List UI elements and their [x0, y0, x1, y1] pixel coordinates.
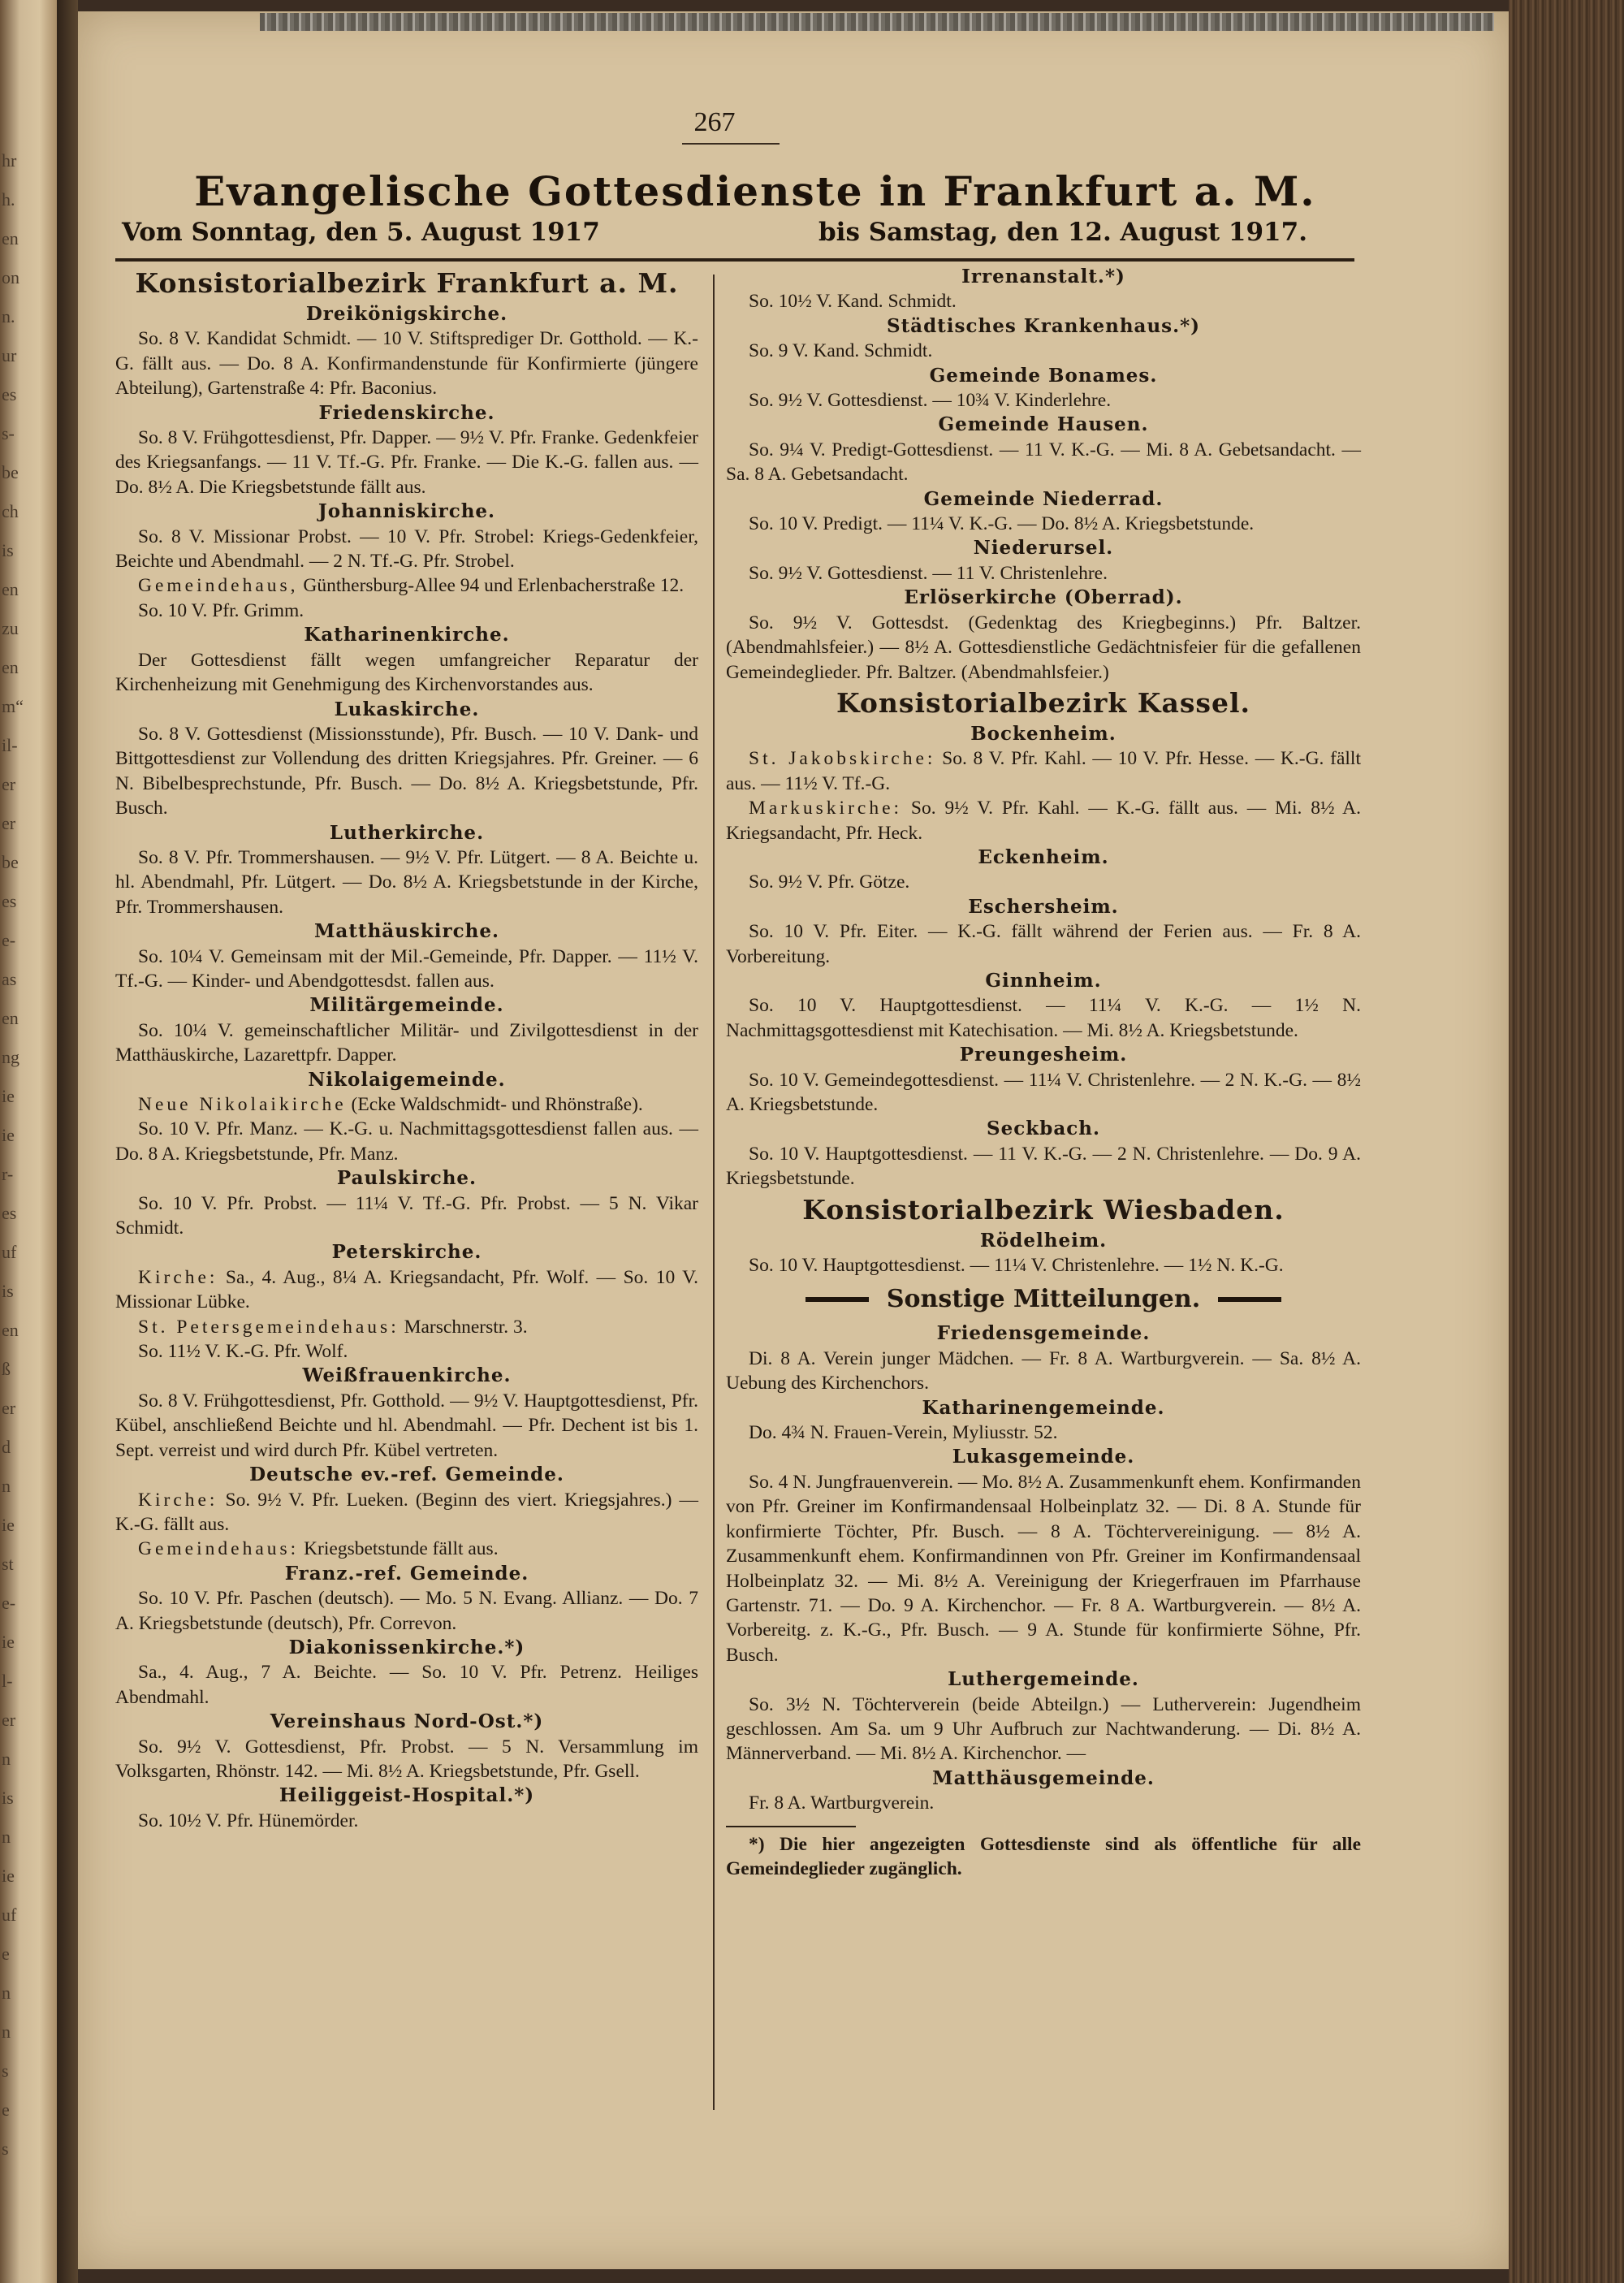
- page-title: Evangelische Gottesdienste in Frankfurt a. M.: [194, 167, 1316, 215]
- congregation-heading: Peterskirche.: [331, 1241, 482, 1264]
- service-entry: So. 8 V. Kandidat Schmidt. — 10 V. Stiftsprediger Dr. Gotthold. — K.-G. fällt aus. — Do. 8 A. Konfirmandenstunde für Konfirmierte (jüngere Abteilung), Gartenstraße 4: Pfr. Baconius.: [115, 328, 698, 400]
- congregation-heading: Gemeinde Niederrad.: [923, 487, 1164, 510]
- binding-edge-fragment: en: [2, 1008, 19, 1028]
- binding-edge-fragment: en: [2, 579, 19, 599]
- binding-edge-fragment: es: [2, 1203, 17, 1223]
- congregation-heading: Matthäuskirche.: [313, 920, 500, 943]
- book-fore-edge: [1509, 0, 1624, 2283]
- congregation-heading: Franz.-ref. Gemeinde.: [284, 1562, 529, 1585]
- congregation-heading: Heiliggeist-Hospital.*): [279, 1784, 535, 1807]
- service-entry: So. 9½ V. Gottesdienst. — 10¾ V. Kinderlehre.: [749, 390, 1112, 412]
- service-entry: [115, 1265, 698, 1315]
- congregation-heading: Militärgemeinde.: [309, 994, 504, 1017]
- service-entry: So. 11½ V. K.-G. Pfr. Wolf.: [138, 1341, 348, 1363]
- binding-edge-fragment: d: [2, 1437, 11, 1457]
- page-number: 267: [693, 107, 736, 137]
- binding-edge-fragment: uf: [2, 1905, 17, 1925]
- congregation-heading: Nikolaigemeinde.: [308, 1068, 506, 1091]
- congregation-heading: Städtisches Krankenhaus.*): [886, 314, 1201, 337]
- entry-text: So. 9½ V. Pfr. Lueken. (Beginn des viert. Kriegsjahres.) — K.-G. fällt aus.: [115, 1489, 698, 1535]
- section-heading-text: Sonstige Mitteilungen.: [886, 1285, 1201, 1314]
- binding-edge-fragment: uf: [2, 1242, 17, 1262]
- venue-label: Gemeindehaus,: [138, 575, 299, 597]
- service-entry: So. 10¼ V. gemeinschaftlicher Militär- und Zivilgottesdienst in der Matthäuskirche, Lazarettpfr. Dapper.: [115, 1019, 698, 1066]
- entry-text: Günthersburg-Allee 94 und Erlenbacherstraße 12.: [298, 575, 685, 597]
- binding-edge-fragment: is: [2, 1281, 14, 1301]
- binding-edge-fragment: is: [2, 1788, 14, 1808]
- venue-label: Gemeindehaus:: [138, 1538, 300, 1560]
- district-heading: Konsistorialbezirk Frankfurt a. M.: [135, 267, 679, 299]
- binding-edge-fragment: es: [2, 891, 17, 911]
- congregation-heading: Deutsche ev.-ref. Gemeinde.: [249, 1464, 564, 1486]
- column-divider: [713, 275, 715, 2110]
- congregation-heading: Lukaskirche.: [334, 698, 480, 720]
- binding-edge-fragment: s: [2, 2138, 9, 2159]
- binding-edge-fragment: ß: [2, 1359, 11, 1379]
- service-entry: So. 10 V. Pfr. Probst. — 11¼ V. Tf.-G. Pfr. Probst. — 5 N. Vikar Schmidt.: [115, 1192, 698, 1239]
- entry-text: Sa., 4. Aug., 8¼ A. Kriegsandacht, Pfr. Wolf. — So. 10 V. Missionar Lübke.: [115, 1266, 698, 1313]
- congregation-heading: Preungesheim.: [959, 1044, 1128, 1066]
- binding-edge-fragment: l-: [2, 1671, 13, 1691]
- district-heading: Konsistorialbezirk Kassel.: [836, 686, 1251, 719]
- service-entry: Der Gottesdienst fällt wegen umfangreicher Reparatur der Kirchenheizung mit Genehmigung des Kirchenvorstandes aus.: [115, 649, 698, 696]
- service-entry: Di. 8 A. Verein junger Mädchen. — Fr. 8 A. Wartburgverein. — Sa. 8½ A. Uebung des Kirchenchors.: [726, 1347, 1361, 1394]
- congregation-heading: Bockenheim.: [970, 722, 1116, 745]
- date-range-end: bis Samstag, den 12. August 1917.: [818, 218, 1307, 247]
- heading-bar: [806, 1297, 869, 1302]
- entry-text: (Ecke Waldschmidt- und Rhönstraße).: [346, 1094, 643, 1115]
- binding-edge-fragment: ng: [2, 1047, 19, 1067]
- congregation-heading: Eckenheim.: [978, 845, 1109, 868]
- service-entry: [115, 1315, 698, 1339]
- congregation-heading: Weißfrauenkirche.: [302, 1364, 512, 1387]
- binding-edge-fragment: er: [2, 774, 16, 794]
- book-binding-left: [0, 0, 57, 2283]
- service-entry: So. 10 V. Pfr. Manz. — K.-G. u. Nachmittagsgottesdienst fallen aus. — Do. 8 A. Kriegsbetstunde, Pfr. Manz.: [115, 1118, 698, 1165]
- service-entry: Sa., 4. Aug., 7 A. Beichte. — So. 10 V. Pfr. Petrenz. Heiliges Abendmahl.: [115, 1662, 698, 1708]
- venue-label: St. Jakobskirche:: [749, 748, 936, 770]
- binding-edge-fragment: er: [2, 1398, 16, 1418]
- district-heading: Konsistorialbezirk Wiesbaden.: [802, 1193, 1285, 1226]
- congregation-heading: Ginnheim.: [985, 969, 1102, 992]
- binding-edge-fragment: e-: [2, 1593, 16, 1613]
- congregation-heading: Niederursel.: [973, 537, 1114, 560]
- service-entry: [115, 1092, 698, 1117]
- entry-text: Kriegsbetstunde fällt aus.: [299, 1538, 499, 1560]
- binding-edge-fragment: zu: [2, 618, 19, 638]
- venue-label: Kirche:: [138, 1266, 218, 1288]
- binding-edge-fragment: en: [2, 228, 19, 249]
- congregation-heading: Katharinenkirche.: [304, 624, 510, 646]
- binding-edge-fragment: be: [2, 852, 19, 872]
- binding-edge-fragment: s-: [2, 423, 15, 443]
- heading-bar: [1218, 1297, 1281, 1302]
- venue-label: Markuskirche:: [749, 798, 903, 819]
- service-entry: [726, 746, 1361, 796]
- binding-edge-fragment: es: [2, 384, 17, 404]
- binding-edge-fragment: n: [2, 1476, 11, 1496]
- service-entry: So. 10 V. Gemeindegottesdienst. — 11¼ V. Christenlehre. — 2 N. K.-G. — 8½ A. Kriegsbetstunde.: [726, 1069, 1361, 1115]
- entry-text: So. 8 V. Pfr. Kahl. — 10 V. Pfr. Hesse. — K.-G. fällt aus. — 11½ V. Tf.-G.: [726, 748, 1361, 794]
- binding-edge-fragment: ie: [2, 1086, 15, 1106]
- service-entry: So. 9½ V. Gottesdienst. — 11 V. Christenlehre.: [749, 562, 1108, 584]
- service-entry: So. 8 V. Missionar Probst. — 10 V. Pfr. Strobel: Kriegs-Gedenkfeier, Beichte und Abendmahl. — 2 N. Tf.-G. Pfr. Strobel.: [115, 525, 698, 573]
- service-entry: So. 9¼ V. Predigt-Gottesdienst. — 11 V. K.-G. — Mi. 8 A. Gebetsandacht. — Sa. 8 A. Gebetsandacht.: [726, 439, 1361, 486]
- binding-edge-fragment: ch: [2, 501, 19, 521]
- service-entry: So. 8 V. Pfr. Trommershausen. — 9½ V. Pfr. Lütgert. — 8 A. Beichte u. hl. Abendmahl, Pfr. Lütgert. — Do. 8½ A. Kriegsbetstunde in der Kirche, Pfr. Trommershausen.: [115, 846, 698, 918]
- right-column: [726, 265, 1361, 1881]
- binding-edge-fragment: r-: [2, 1164, 14, 1184]
- venue-label: St. Petersgemeindehaus:: [138, 1316, 400, 1338]
- header-rule: [115, 258, 1354, 262]
- congregation-heading: Luthergemeinde.: [948, 1668, 1139, 1691]
- congregation-heading: Johanniskirche.: [317, 500, 496, 523]
- binding-edge-fragment: n: [2, 1982, 11, 2003]
- service-entry: So. 10¼ V. Gemeinsam mit der Mil.-Gemeinde, Pfr. Dapper. — 11½ V. Tf.-G. — Kinder- und Abendgottesdst. fallen aus.: [115, 945, 698, 992]
- congregation-heading: Eschersheim.: [968, 895, 1119, 918]
- service-entry: So. 10½ V. Kand. Schmidt.: [749, 291, 957, 313]
- congregation-heading: Vereinshaus Nord-Ost.*): [270, 1710, 544, 1733]
- binding-edge-fragment: n: [2, 2021, 11, 2042]
- book-gutter: [57, 0, 78, 2283]
- congregation-heading: Gemeinde Bonames.: [929, 364, 1158, 387]
- service-entry: So. 9 V. Kand. Schmidt.: [749, 340, 933, 362]
- service-entry: So. 10 V. Pfr. Grimm.: [138, 599, 304, 621]
- congregation-heading: Diakonissenkirche.*): [288, 1636, 525, 1658]
- binding-edge-fragment: ur: [2, 345, 17, 365]
- congregation-heading: Lukasgemeinde.: [952, 1446, 1135, 1468]
- service-entry: [115, 573, 698, 598]
- page-number-rule: [682, 143, 780, 145]
- binding-edge-fragment: on: [2, 267, 19, 288]
- binding-edge-fragment: h.: [2, 189, 15, 210]
- binding-edge-fragment: st: [2, 1554, 14, 1574]
- service-entry: So. 8 V. Gottesdienst (Missionsstunde), Pfr. Busch. — 10 V. Dank- und Bittgottesdienst zur Vollendung des dritten Kriegsjahres. Pfr. Greiner. — 6 N. Bibelbesprechstunde, Pfr. Busch. — Do. 8½ A. Kriegsbetstunde, Pfr. Busch.: [115, 723, 698, 819]
- binding-edge-fragment: as: [2, 969, 17, 989]
- binding-edge-fragment: en: [2, 657, 19, 677]
- binding-edge-fragment: n: [2, 1827, 11, 1847]
- binding-edge-fragment: is: [2, 540, 14, 560]
- service-entry: So. 4 N. Jungfrauenverein. — Mo. 8½ A. Zusammenkunft ehem. Konfirmanden von Pfr. Greiner im Konfirmandensaal Holbeinplatz 32. — Di. 8 A. Stunde für konfirmierte Töchter, Pfr. Busch. — 8 A. Töchtervereinigung. — 8½ A. Zusammenkunft ehem. Konfirmandinnen von Pfr. Greiner im Konfirmandensaal Holbeinplatz 32. — Mi. 8½ A. Vereinigung der Kriegerfrauen im Pfarrhause Gartenstr. 71. — Do. 9 A. Kirchenchor. — Fr. 8 A. Wartburgverein. — 8½ A. Vorbereitg. z. K.-G., Pfr. Busch. — 9 A. Stunde für konfirmierte Söhne, Pfr. Busch.: [726, 1471, 1361, 1666]
- congregation-heading: Lutherkirche.: [329, 821, 485, 844]
- binding-edge-fragment: n.: [2, 306, 15, 326]
- congregation-heading: Paulskirche.: [336, 1167, 477, 1190]
- service-entry: So. 8 V. Frühgottesdienst, Pfr. Gotthold. — 9½ V. Hauptgottesdienst, Pfr. Kübel, anschließend Beichte und hl. Abendmahl. — Pfr. Dechent ist bis 1. Sept. verreist und wird durch Pfr. Kübel vertreten.: [115, 1390, 698, 1461]
- binding-edge-fragment: il-: [2, 735, 18, 755]
- service-entry: So. 10 V. Pfr. Eiter. — K.-G. fällt während der Ferien aus. — Fr. 8 A. Vorbereitung.: [726, 921, 1361, 967]
- binding-edge-fragment: ie: [2, 1515, 15, 1535]
- binding-edge-fragment: m“: [2, 696, 24, 716]
- binding-edge-fragment: ie: [2, 1632, 15, 1652]
- venue-label: Neue Nikolaikirche: [138, 1094, 347, 1115]
- page-top-strip: [260, 13, 1494, 31]
- service-entry: So. 9½ V. Gottesdst. (Gedenktag des Kriegbeginns.) Pfr. Baltzer. (Abendmahlsfeier.) — 8½ A. Gottesdienstliche Gedächtnisfeier für die gefallenen Gemeindeglieder. Pfr. Baltzer. (Abendmahlsfeier.): [726, 612, 1361, 683]
- footnote: *) Die hier angezeigten Gottesdienste sind als öffentliche für alle Gemeindeglieder zugänglich.: [726, 1833, 1361, 1879]
- service-entry: [115, 1488, 698, 1537]
- binding-edge-fragment: en: [2, 1320, 19, 1340]
- service-entry: Do. 4¾ N. Frauen-Verein, Myliusstr. 52.: [749, 1422, 1058, 1444]
- service-entry: So. 3½ N. Töchterverein (beide Abteilgn.) — Lutherverein: Jugendheim geschlossen. Am Sa. um 9 Uhr Aufbruch zur Nachtwanderung. — Di. 8½ A. Männerverband. — Mi. 8½ A. Kirchenchor. —: [726, 1693, 1361, 1765]
- congregation-heading: Irrenanstalt.*): [961, 266, 1125, 288]
- binding-edge-fragment: er: [2, 1710, 16, 1730]
- congregation-heading: Erlöserkirche (Oberrad).: [904, 586, 1183, 609]
- congregation-heading: Rödelheim.: [979, 1229, 1108, 1252]
- service-entry: So. 10 V. Predigt. — 11¼ V. K.-G. — Do. 8½ A. Kriegsbetstunde.: [749, 513, 1255, 535]
- congregation-heading: Friedensgemeinde.: [936, 1322, 1151, 1345]
- entry-text: Marschnerstr. 3.: [399, 1316, 528, 1338]
- entry-text: So. 9½ V. Pfr. Kahl. — K.-G. fällt aus. — Mi. 8½ A. Kriegsandacht, Pfr. Heck.: [726, 798, 1361, 844]
- service-entry: [115, 1537, 698, 1561]
- binding-edge-fragment: er: [2, 813, 16, 833]
- service-entry: Fr. 8 A. Wartburgverein.: [749, 1792, 935, 1814]
- service-entry: So. 8 V. Frühgottesdienst, Pfr. Dapper. — 9½ V. Pfr. Franke. Gedenkfeier des Kriegsanfangs. — 11 V. Tf.-G. Pfr. Franke. — Die K.-G. fallen aus. — Do. 8½ A. Die Kriegsbetstunde fällt aus.: [115, 427, 698, 498]
- binding-edge-fragment: ie: [2, 1125, 15, 1145]
- congregation-heading: Dreikönigskirche.: [305, 303, 508, 325]
- binding-edge-fragment: hr: [2, 150, 17, 171]
- date-range-start: Vom Sonntag, den 5. August 1917: [122, 218, 600, 247]
- left-column: [115, 265, 698, 1833]
- binding-edge-fragment: e: [2, 1944, 10, 1964]
- footnote-rule: [726, 1826, 856, 1827]
- congregation-heading: Seckbach.: [987, 1118, 1100, 1140]
- binding-edge-fragment: be: [2, 462, 19, 482]
- binding-edge-fragment: e-: [2, 930, 16, 950]
- congregation-heading: Katharinengemeinde.: [922, 1396, 1165, 1419]
- service-entry: So. 10 V. Pfr. Paschen (deutsch). — Mo. 5 N. Evang. Allianz. — Do. 7 A. Kriegsbetstunde (deutsch), Pfr. Correvon.: [115, 1588, 698, 1634]
- service-entry: So. 10 V. Hauptgottesdienst. — 11¼ V. K.-G. — 1½ N. Nachmittagsgottesdienst mit Katechisation. — Mi. 8½ A. Kriegsbetstunde.: [726, 995, 1361, 1041]
- service-entry: So. 10½ V. Pfr. Hünemörder.: [138, 1810, 359, 1831]
- service-entry: So. 9½ V. Pfr. Götze.: [749, 871, 910, 893]
- service-entry: So. 10 V. Hauptgottesdienst. — 11¼ V. Christenlehre. — 1½ N. K.-G.: [749, 1255, 1284, 1277]
- service-entry: So. 9½ V. Gottesdienst, Pfr. Probst. — 5 N. Versammlung im Volksgarten, Rhönstr. 142. — Mi. 8½ A. Kriegsbetstunde, Pfr. Gsell.: [115, 1736, 698, 1782]
- congregation-heading: Friedenskirche.: [318, 401, 495, 424]
- binding-edge-fragment: s: [2, 2060, 9, 2081]
- venue-label: Kirche:: [138, 1489, 218, 1511]
- section-heading-misc: [726, 1278, 1361, 1321]
- congregation-heading: Matthäusgemeinde.: [932, 1766, 1155, 1789]
- binding-edge-fragment: ie: [2, 1866, 15, 1886]
- service-entry: So. 10 V. Hauptgottesdienst. — 11 V. K.-G. — 2 N. Christenlehre. — Do. 9 A. Kriegsbetstunde.: [726, 1143, 1361, 1190]
- binding-edge-fragment: n: [2, 1749, 11, 1769]
- binding-edge-fragment: e: [2, 2099, 10, 2120]
- congregation-heading: Gemeinde Hausen.: [938, 413, 1149, 436]
- service-entry: [726, 796, 1361, 845]
